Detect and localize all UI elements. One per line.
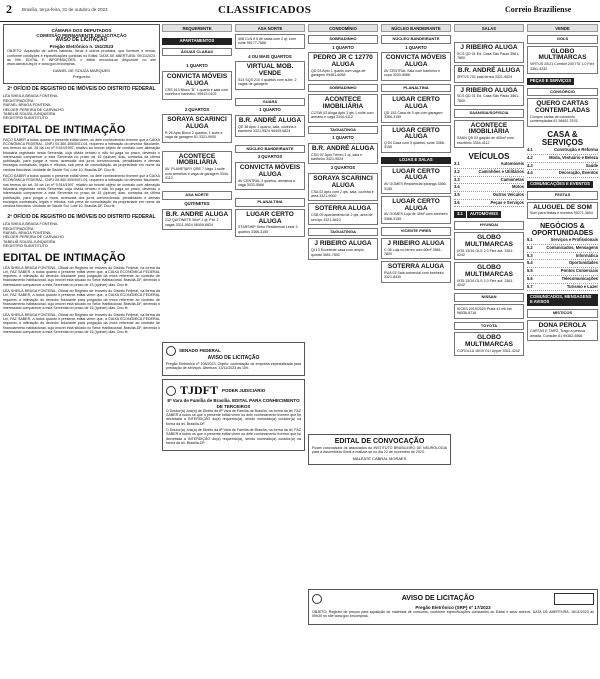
newspaper-brand: Correio Braziliense — [505, 5, 572, 14]
automoveis-badge-row — [454, 211, 524, 218]
business-index-item[interactable]: 5.2 Comunicados, Mensagens — [527, 245, 598, 253]
brand-label: NISSAN — [454, 293, 524, 302]
convocation-signer: MALEATE CABRAL MORAES — [352, 455, 407, 461]
ad-title: GLOBO MULTIMARCAS — [538, 47, 587, 62]
ad-box[interactable] — [235, 209, 305, 237]
room-count-label: 1 QUARTO — [332, 44, 354, 50]
ad-box[interactable] — [235, 162, 305, 190]
ad-text: STARSHIP Setor Residencial Leste 3 quartos 3366-3155 — [238, 225, 298, 234]
room-count-label: 2 QUARTOS — [184, 106, 210, 112]
tjdft-subtitle: PODER JUDICIÁRIO — [222, 388, 266, 394]
column-header: ASA NORTE — [235, 24, 305, 32]
ad-text: SRTVS 701 sala térrea 3321-9524 — [457, 75, 513, 80]
notice-signer-role: Pregoeiro — [72, 74, 91, 80]
senado-body: Pregão Eletrônico nº 108/2023. Objeto: contratação de empresa especializada para prestação de serviços. Abertura: 13/11/2023 às 10h. — [166, 361, 301, 371]
tjdft-body: O Doutor(a) Juiz(a) de Direito da 8ª Vara de Família de Brasília, na forma da lei, FAZ SABER a todos os que o presente edital virem ou dele conhecimento tiverem que foi decretada a INTERDIÇÃO do(a) requerido(a), sendo nomeado(a) curador(a) na forma da lei. Brasília-DF. — [166, 427, 301, 445]
tjdft-title: 8ª Vara de Família de Brasília. EDITAL PARA CONHECIMENTO DE TERCEIROS — [167, 398, 300, 409]
edital-body: LÉA SHEILA BRAGA FONTENIL, Oficial do Registro de Imóveis do Distrito Federal, na forma da Lei, FAZ SABER, a todos quanto o presente edital virem que, a CAIXA ECONÔMICA FEDERAL requereu a intimação do devedor fiduciante para purgação da mora referente ao contrato de financiamento habitacional, cujo imóvel está situado no Setor Habitacional, Brasília-DF, devendo o interessado comparecer a esta Serventia no prazo de 15 (quinze) dias. Dou fé. — [3, 312, 160, 334]
room-count-label: 1 QUARTO — [259, 107, 281, 113]
ad-text: Compro cartas de consórcio contempladas 61 98492-7676 — [530, 114, 578, 124]
ad-box[interactable] — [454, 332, 524, 356]
ad-box[interactable] — [308, 143, 378, 164]
business-index-item[interactable]: 5.3 Informática — [527, 253, 598, 261]
ad-title: ACONTECE IMOBILIÁRIA — [176, 152, 218, 167]
ad-title: ALUGUEL DE SOM — [533, 203, 592, 211]
edital-body: LÉA SHEILA BRAGA FONTENIL, Oficial do Registro de Imóveis do Distrito Federal, na forma da Lei, FAZ SABER, a todos quanto o presente edital virem que, a CAIXA ECONÔMICA FEDERAL requereu a intimação do devedor fiduciante para purgação da mora referente ao contrato de financiamento habitacional, cujo imóvel está situado no Setor Habitacional, Brasília-DF, devendo o interessado comparecer a esta Serventia no prazo de 15 (quinze) dias. Dou fé. — [3, 265, 160, 287]
name-line: REGISTRADORA — [3, 226, 34, 231]
ad-text: CSA 02 apto com 2 qts, sala, cozinha e área 3321-9000 — [311, 189, 374, 199]
parts-badge-row — [527, 78, 598, 85]
ad-box[interactable] — [308, 52, 378, 80]
business-index-item[interactable]: 5.1 Serviços e Profissionais — [527, 237, 598, 245]
vehicle-index-item[interactable]: 3.6 Peças e Serviços — [454, 200, 524, 208]
ad-title: B.R. ANDRÉ ALUGA — [311, 144, 375, 152]
notice-title: AVISO DE LICITAÇÃO — [55, 37, 108, 44]
region-label: NÚCLEO BANDEIRANTE — [381, 35, 451, 44]
page-header — [0, 0, 600, 22]
edital-title: EDITAL DE INTIMAÇÃO — [3, 251, 126, 264]
classified-column-3 — [308, 24, 378, 260]
ad-text: CRS 513 Bloco "B" 1 quarto e sala com cozinha e banheiro. 99513-0102 — [165, 87, 229, 97]
column-header: NÚCLEO BANDEIRANTE — [381, 24, 451, 32]
region-label: MÍSTICOS — [527, 309, 598, 318]
ad-box[interactable] — [308, 238, 378, 259]
room-count-label: QUITINETES — [184, 200, 210, 206]
ad-title: CONVICTA MÓVEIS ALUGA — [166, 73, 228, 88]
ad-box[interactable] — [235, 115, 305, 136]
ad-box[interactable] — [454, 304, 524, 319]
senado-notice — [162, 342, 305, 454]
senado-box — [162, 342, 305, 376]
name-line: TABELIÃ SOUZA JUNQUEIRA — [3, 111, 56, 116]
ad-title: LUGAR CERTO ALUGA — [392, 96, 440, 111]
vehicle-index-item[interactable]: 3.2 Caminhões e Utilitários — [454, 169, 524, 177]
ad-box[interactable] — [454, 262, 524, 290]
classified-column-5 — [454, 24, 524, 356]
camara-notice — [3, 24, 160, 84]
ad-box[interactable] — [381, 52, 451, 80]
ad-box[interactable] — [235, 34, 305, 49]
business-index — [527, 237, 598, 291]
ad-box[interactable] — [308, 203, 378, 224]
ad-title: J RIBEIRO ALUGA — [460, 86, 518, 94]
ad-text: S14 SQS 210 4 quartos com suíte, 2 vagas de garagem — [238, 78, 297, 87]
name-line: REGISTRO SUBSTITUTO — [3, 116, 48, 121]
bottom-notice-subtitle: Pregão Eletrônico (SRP) nº 17/2023 — [415, 605, 491, 610]
ad-title: B.R. ANDRÉ ALUGA — [457, 67, 521, 75]
events-badge-row — [527, 181, 598, 188]
ad-title: QUERO CARTAS CONTEMPLADAS — [535, 100, 590, 115]
registry-office-title: 2º OFÍCIO DE REGISTRO DE IMÓVEIS DO DISTRITO FEDERAL — [7, 85, 156, 92]
vehicle-index-item[interactable]: 3.5 Outros Veículos — [454, 192, 524, 200]
bottom-notice-title: AVISO DE LICITAÇÃO — [401, 594, 475, 602]
classified-column-4 — [381, 24, 451, 283]
ad-title: GLOBO MULTIMARCAS — [465, 334, 513, 348]
ad-title: SORAYA SCARINCI ALUGA — [167, 116, 227, 131]
publication-date: Brasília, terça-feira, 31 de outubro de 2023 — [22, 7, 108, 12]
business-index-item[interactable]: 5.4 Oportunidades — [527, 260, 598, 268]
notice-signer: DANIEL DE SOUZA MARQUES — [53, 67, 110, 73]
edital-title: EDITAL DE INTIMAÇÃO — [3, 123, 126, 136]
ad-text: QD 153 Casa de 3 qts com garagem 3366-3155 — [384, 110, 443, 120]
vehicle-index-item[interactable]: 3.3 Camionetas — [454, 177, 524, 185]
services-index-item[interactable]: 4.4 Decoração, Eventos — [527, 170, 598, 178]
ad-box[interactable] — [381, 125, 451, 153]
column-header: CONDOMÍNIO — [308, 24, 378, 32]
notice-issuer: CÂMARA DOS DEPUTADOS — [51, 28, 112, 33]
ad-title: B.R. ANDRÉ ALUGA — [238, 117, 302, 125]
ad-title: GLOBO MULTIMARCAS — [465, 264, 513, 278]
name-line: RAFAEL BRAGA FONTENIL — [3, 103, 52, 108]
convocation-title: EDITAL DE CONVOCAÇÃO — [334, 438, 425, 445]
classified-column-6 — [527, 24, 598, 341]
ad-box[interactable] — [454, 120, 524, 148]
business-section-title: NEGÓCIOS & OPORTUNIDADES — [531, 222, 594, 237]
name-line: LÉA SHEILA BRAGA FONTENIL — [3, 222, 59, 227]
region-label: TAGUATINGA — [308, 228, 378, 237]
ad-box[interactable] — [381, 166, 451, 194]
ad-text: CSG 07 Apto Térreo 1 qt, sala e banheiro 3321-9524 — [311, 152, 363, 162]
ad-title: ACONTECE IMOBILIÁRIA — [468, 121, 510, 136]
notice-dept: COMISSÃO PERMANENTE DE LICITAÇÃO — [36, 33, 127, 39]
tjdft-box — [162, 379, 305, 451]
notice-subtitle: Pregão Eletrônico n. 151/2023 — [49, 44, 114, 50]
ad-text: IX35 15/16 GLS 2.0 Flex aut. 3361-4242 — [457, 248, 514, 257]
senado-seal-icon — [166, 346, 176, 356]
room-count-label: 1 QUARTO — [186, 63, 208, 69]
room-count-label: 1 QUARTO — [405, 44, 427, 50]
ad-title: DONA PEROLA — [538, 321, 587, 329]
brand-label: TOYOTA — [454, 322, 524, 331]
category-bar: LOJAS E SALAS — [381, 157, 451, 164]
senado-name: SENADO FEDERAL — [179, 348, 221, 354]
ad-box[interactable] — [527, 98, 598, 126]
registry-names — [3, 94, 160, 120]
senado-title: AVISO DE LICITAÇÃO — [207, 355, 260, 361]
convocation-box — [308, 434, 451, 465]
name-line: REGISTRADORA — [3, 98, 34, 103]
ad-title: GLOBO MULTIMARCAS — [465, 233, 513, 248]
ad-text: VIRTUS 20/21 Comfort 200 TSI 1.0 Flex 3361-4242 — [530, 62, 595, 71]
ad-text: C 08 Loja no térreo com 60m² 3561-7800 — [384, 247, 442, 256]
business-index-item[interactable]: 5.6 Telecomunicações — [527, 276, 598, 284]
ad-title: SOTERRA ALUGA — [314, 205, 372, 213]
ad-text: CARTAS E TARÔ. Trago a pessoa amada. Consulte 61 99382-5566 — [530, 329, 586, 338]
ad-box[interactable] — [527, 46, 598, 74]
name-line: RAFAEL BRAGA FONTENIL — [3, 231, 52, 236]
category-badge: COMUNICADOS, MENSAGENS E AVISOS — [527, 294, 598, 306]
ad-box[interactable] — [527, 202, 598, 219]
ad-text: SAAN QD 02 galpão de 400m² com escritório 3344-4112 — [457, 136, 514, 145]
ad-text: QI 13 Excelente casa com amplo quintal 3561-7800 — [311, 248, 364, 257]
ad-text: QD 03 Apto 1 quarto com vaga de garagem 99481-6058 — [311, 69, 366, 78]
region-label: GOLS — [527, 35, 598, 44]
ad-box[interactable] — [235, 61, 305, 89]
classified-column-2 — [235, 24, 305, 237]
ad-title: LUGAR CERTO ALUGA — [392, 167, 440, 182]
section-title: CLASSIFICADOS — [218, 4, 312, 16]
ad-box[interactable] — [308, 94, 378, 122]
ad-title: PEDRO JR C 12770 ALUGA — [313, 54, 373, 69]
ad-text: Q 04 Casa com 3 quartos, suíte 3366-3155 — [384, 141, 445, 150]
column-header: SALAS — [454, 24, 524, 32]
name-line: HELDER PEREIRA DE CARVALHO — [3, 107, 64, 112]
ad-text: 212 QUITINETE 30m² 1 qt, Pal. 2 vagas 3321-9524 98409-6824 — [165, 218, 219, 227]
ad-box[interactable] — [162, 71, 232, 99]
services-index-item[interactable]: 4.1 Construção e Reforma — [527, 147, 598, 155]
convocation-notice — [308, 434, 451, 468]
bottom-notice-body: OBJETO: Registro de preços para aquisição de materiais de consumo, conforme especificações constantes do Edital e seus anexos. DATA DE ABERTURA: 16/11/2023 às 09h30 no site www.gov.br/compras. — [312, 610, 594, 619]
ad-text: AV GOMES Loja de 45m² com banheiro 3366-3155 — [384, 212, 448, 221]
ad-title: SORAYA SCARINCI ALUGA — [313, 175, 373, 190]
ad-title: CONVICTA MÓVEIS ALUGA — [385, 54, 447, 69]
business-index-item[interactable]: 5.5 Pontos Comerciais — [527, 268, 598, 276]
room-count-label: 2 QUARTOS — [330, 165, 356, 171]
tjdft-logo-text: TJDFT — [180, 383, 219, 398]
name-line: HELDER PEREIRA DE CARVALHO — [3, 235, 64, 240]
category-badge: PEÇAS E SERVIÇOS — [527, 78, 574, 85]
ad-title: J RIBEIRO ALUGA — [314, 240, 372, 248]
bottom-notice-header — [312, 593, 594, 605]
ad-box[interactable] — [527, 320, 598, 341]
car-icon: 3.1 — [454, 211, 466, 218]
category-badge: COMUNICAÇÕES E EVENTOS — [527, 181, 593, 188]
ad-box[interactable] — [454, 42, 524, 63]
name-line: LÉA SHEILA BRAGA FONTENIL — [3, 94, 59, 99]
category-bar: APARTAMENTOS — [162, 38, 232, 45]
ad-text: KICKS 2019/2020 Prata 41 mil km 98536-8718 — [457, 306, 512, 316]
ad-title: VIRTUAL MOB. VENDE — [246, 63, 294, 78]
page-number: 2 — [6, 2, 12, 16]
ad-box[interactable] — [454, 65, 524, 82]
ad-text: COROLLA 18/19 GLI Upper 3361-4242 — [457, 348, 520, 353]
registry-office-title: 2º OFÍCIO DE REGISTRO DE IMÓVEIS DO DISTRITO FEDERAL — [7, 213, 156, 220]
registry-names — [3, 222, 160, 248]
ad-text: R 26 Apto Bloco 2 quartos, 1 suíte e vaga de garagem 61 3321-9000 — [165, 130, 223, 140]
ad-text: CCSW 03 Aluga Apto 3 qts 1 suíte com armário e vaga 3344-4112 — [311, 110, 374, 120]
bottom-notice-box — [308, 589, 598, 625]
vehicle-index — [454, 161, 524, 207]
home-services-index — [527, 147, 598, 178]
tjdft-header — [166, 383, 301, 398]
ad-text: Som para festas e eventos 99271-3604 — [530, 211, 593, 216]
tjdft-seal-icon — [166, 386, 176, 396]
classified-column-1 — [162, 24, 232, 230]
ad-box[interactable] — [381, 238, 451, 259]
region-label: SAAN/SIA/SOF/SCIA — [454, 109, 524, 118]
ad-title: ACONTECE IMOBILIÁRIA — [322, 96, 364, 111]
brasilia-logo-icon — [554, 593, 594, 605]
edital-body: FAÇO SABER a todos quanto o presente edital virem, ou dele conhecimento tiverem que a CAIXA ECONÔMICA FEDERAL, CNPJ 00.360.305/0001-04, requereu a intimação do devedor fiduciante, nos termos do art. 26 da Lei nº 9.514/1997, relativo ao imóvel objeto de contrato com alienação fiduciária registrado nesta Serventia, cuja dívida venceu e não foi paga no prazo, devendo o interessado comparecer a esta Serventia no prazo de 15 (quinze) dias, contados da última publicação, para purgar a mora, acrescida dos juros convencionais, penalidades e demais encargos contratuais, legais e tributos, sob pena de consolidação da propriedade em nome da credora fiduciária. Unidade de Saúde Sul, Lote 10, Brasília-DF. Dou fé. — [3, 174, 160, 209]
region-label: SOBRADINHO — [308, 84, 378, 93]
ad-box[interactable] — [381, 196, 451, 224]
notices-badge-row — [527, 294, 598, 306]
ad-box[interactable] — [162, 151, 232, 184]
ad-box[interactable] — [162, 209, 232, 230]
ad-text: SCS QD 01 Ed. Casa São Paulo 3561-7800 — [457, 94, 520, 103]
ad-title: J RIBEIRO ALUGA — [460, 44, 518, 51]
region-label: VICENTE PIRES — [381, 227, 451, 236]
home-services-title: CASA & SERVIÇOS — [541, 129, 584, 147]
bottom-notice — [308, 589, 598, 628]
region-label: SOBRADINHO — [308, 35, 378, 44]
ad-text: RUA 03 Sala comercial com banheiro 3321-8410 — [384, 270, 444, 280]
convocation-body: Ficam convocados os associados do INSTITUTO BRASILEIRO DE NEUROLOGIA para a Assembleia Geral a realizar-se no dia 22 de novembro de 2023. — [312, 446, 447, 455]
ad-box[interactable] — [162, 114, 232, 142]
ad-text: 408 CLN lt 5 de salas com 2 qt, com suíte 99177-7688 — [238, 37, 296, 46]
ad-box[interactable] — [454, 85, 524, 106]
region-label: ASA NORTE — [162, 191, 232, 200]
region-label: CONSÓRCIO — [527, 88, 598, 97]
ad-text: AV GOMES Residencial Ipiranga 3366-3155 — [384, 182, 447, 191]
ad-text: SCS QD 01 Ed. Casa São Paulo 3561-7800 — [457, 51, 520, 61]
services-index-item[interactable]: 4.3 Saúde — [527, 163, 598, 171]
ad-text: IX35 15/16 GLS 2.0 Flex aut. 3361-4242 — [457, 278, 514, 288]
ad-box[interactable] — [308, 173, 378, 201]
region-label: ÁGUAS CLARAS — [162, 48, 232, 57]
services-index-item[interactable]: 4.2 Moda, Vestuário e Beleza — [527, 155, 598, 163]
ad-title: LUGAR CERTO ALUGA — [246, 210, 294, 225]
region-label: PLANALTINA — [381, 84, 451, 93]
room-count-label: 3 QUARTOS — [257, 154, 283, 160]
name-line: TABELIÃ SOUZA JUNQUEIRA — [3, 239, 56, 244]
region-label: GUARÁ — [235, 98, 305, 107]
ad-text: AV CENTRAL Sala com banheiro e copa 3033-5566 — [384, 69, 441, 78]
ad-box[interactable] — [381, 261, 451, 282]
region-label: PLANALTINA — [235, 198, 305, 207]
edital-body: LÉA SHEILA BRAGA FONTENIL, Oficial do Registro de Imóveis do Distrito Federal, na forma da Lei, FAZ SABER, a todos quanto o presente edital virem que, a CAIXA ECONÔMICA FEDERAL requereu a intimação do devedor fiduciante para purgação da mora referente ao contrato de financiamento habitacional, cujo imóvel está situado no Setor Habitacional, Brasília-DF, devendo o interessado comparecer a esta Serventia no prazo de 15 (quinze) dias. Dou fé. — [3, 289, 160, 311]
vehicle-index-item[interactable]: 3.1 Automóveis — [454, 161, 524, 169]
edital-body: FAÇO SABER a todos quanto o presente edital virem, ou dele conhecimento tiverem que a CAIXA ECONÔMICA FEDERAL, CNPJ 00.360.305/0001-04, requereu a intimação do devedor fiduciante, nos termos do art. 26 da Lei nº 9.514/1997, relativo ao imóvel objeto de contrato com alienação fiduciária registrado nesta Serventia, cuja dívida venceu e não foi paga no prazo, devendo o interessado comparecer a esta Serventia no prazo de 15 (quinze) dias, contados da última publicação, para purgar a mora, acrescida dos juros convencionais, penalidades e demais encargos contratuais, legais e tributos, sob pena de consolidação da propriedade em nome da credora fiduciária. Unidade de Saúde Sul, Lote 10, Brasília-DF. Dou fé. — [3, 137, 160, 172]
region-label: NÚCLEO BANDEIRANTE — [235, 145, 305, 154]
region-label: TAGUATINGA — [308, 126, 378, 135]
ad-text: AV CENTRAL 3 quartos, armários a vaga 3033-5566 — [238, 178, 296, 187]
institution-logo-icon — [312, 594, 322, 604]
region-label: FESTAS — [527, 191, 598, 200]
ad-box[interactable] — [454, 232, 524, 260]
column-header: VENDE — [527, 24, 598, 32]
ad-text: CSB 09 apartamento de 2 qts, área de serviço 3321-8410 — [311, 213, 373, 222]
column-header: REQUERENTE — [162, 24, 232, 32]
legal-notices-column — [3, 24, 160, 676]
ad-title: J RIBEIRO ALUGA — [387, 239, 445, 247]
vehicle-index-item[interactable]: 3.4 Motos — [454, 184, 524, 192]
brand-label: HYUNDAI — [454, 221, 524, 230]
ad-title: CONVICTA MÓVEIS ALUGA — [239, 163, 301, 178]
ad-text: QE 38 Apto 1 quarto, sala, cozinha e banheiro 3321-9524 98409-6824 — [238, 124, 297, 134]
room-count-label: 4 OU MAIS QUARTOS — [248, 53, 292, 59]
notice-body: OBJETO: Aquisição de cofres baterias, livros e outros produtos, que fornecer e enviar, conforme condições e especificações contidas no Edital. DATA DE ABERTURA: 09/11/2023, às 09h. EDITAL E INFORMAÇÕES: o edital encontra-se disponível no site www.camara.leg.br e www.gov.br/compras. — [7, 49, 156, 67]
room-count-label: 1 QUARTO — [332, 135, 354, 141]
ad-box[interactable] — [381, 94, 451, 122]
business-index-item[interactable]: 5.7 Turismo e Lazer — [527, 284, 598, 292]
ad-title: LUGAR CERTO ALUGA — [392, 126, 440, 141]
ad-title: B.R. ANDRE ALUGA — [165, 210, 229, 218]
tjdft-body: O Doutor(a) Juiz(a) de Direito da 8ª Vara de Família de Brasília, na forma da lei, FAZ SABER a todos os que o presente edital virem ou dele conhecimento tiverem que foi decretada a INTERDIÇÃO do(a) requerido(a), sendo nomeado(a) curador(a) na forma da lei. Brasília-DF. — [166, 408, 301, 426]
ad-title: SOTERRA ALUGA — [387, 263, 445, 271]
ad-text: AV. PLANETARY QRE 7 Vago 1 suíte com armários e vaga de garagem 3344-4112 — [165, 167, 229, 180]
name-line: REGISTRO SUBSTITUTO — [3, 244, 48, 249]
vehicles-section-title: VEÍCULOS — [468, 151, 510, 161]
ad-title: LUGAR CERTO ALUGA — [392, 197, 440, 212]
category-badge: AUTOMÓVEIS — [467, 211, 501, 218]
